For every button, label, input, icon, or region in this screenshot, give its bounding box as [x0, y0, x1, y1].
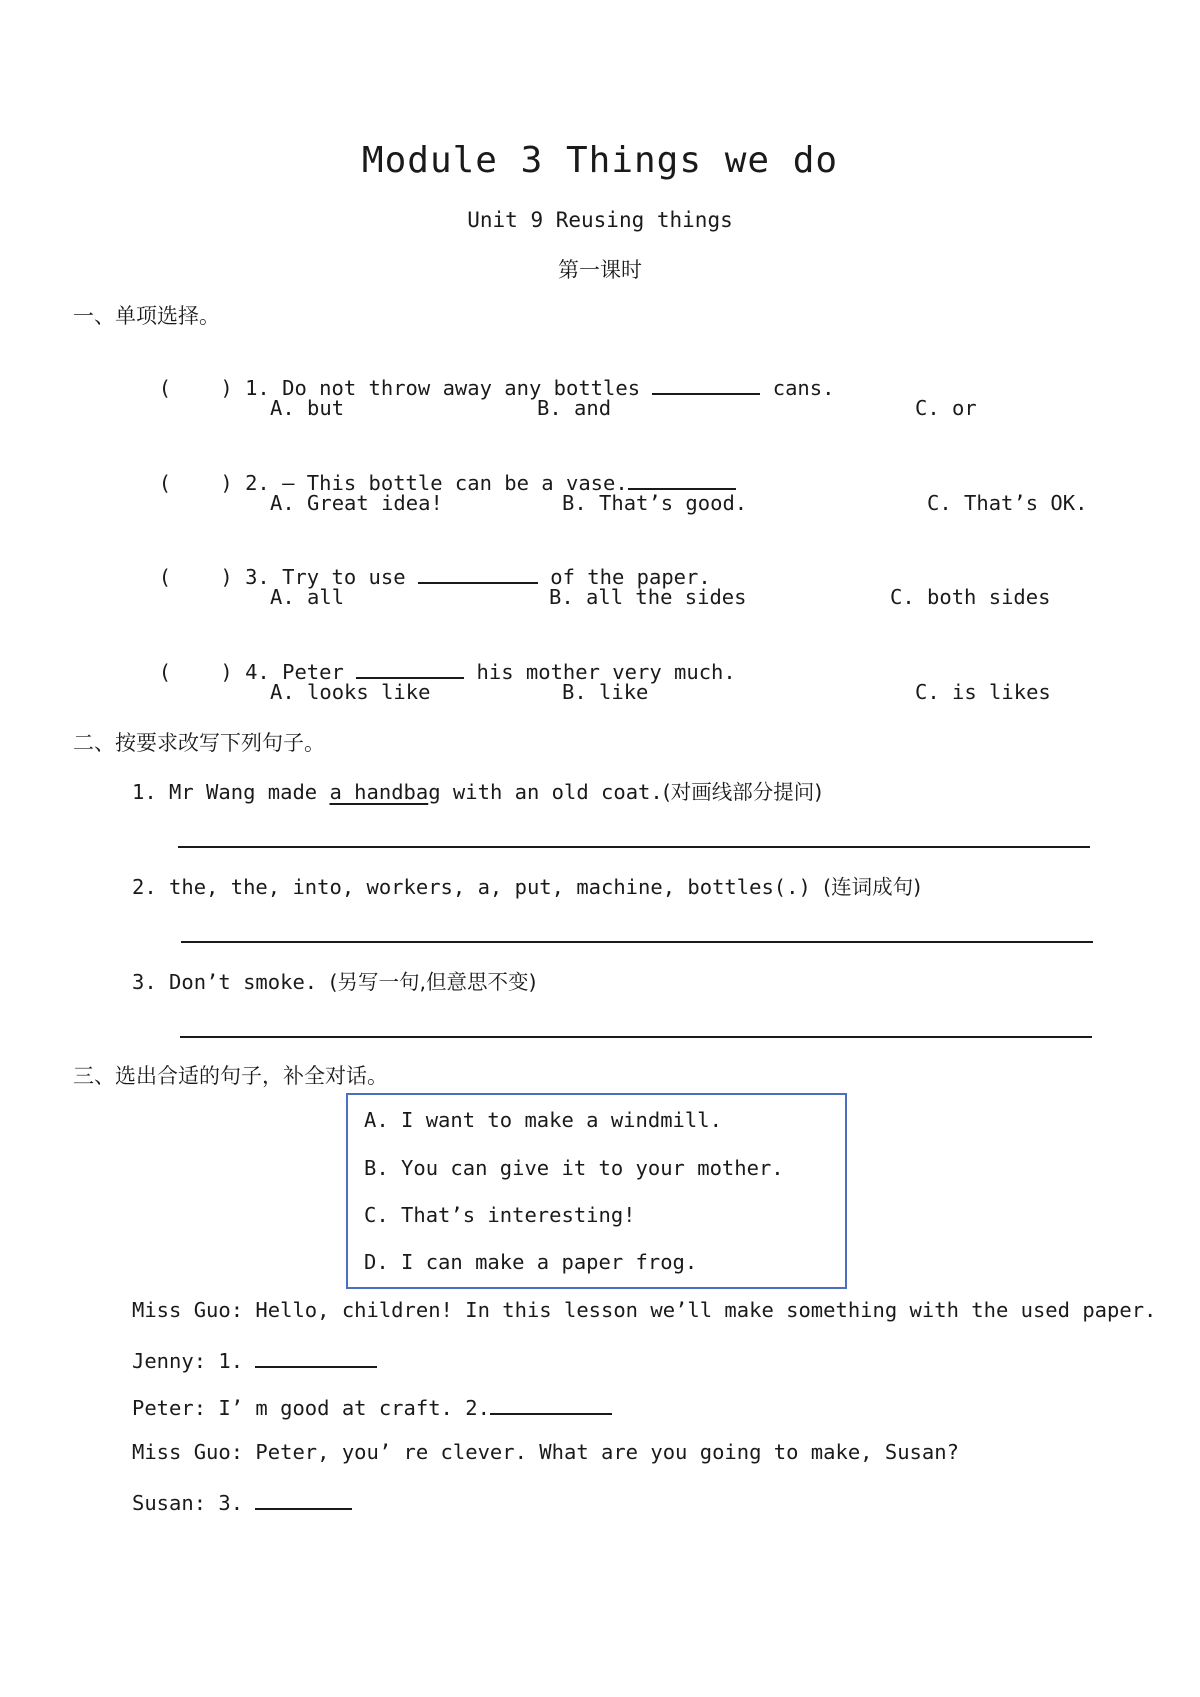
rewrite-item-2 [132, 870, 921, 900]
answer-line[interactable] [178, 846, 1090, 848]
dialogue-line-1: Miss Guo: Hello, children! In this lesson we’ll make something with the used paper. [132, 1298, 1157, 1322]
answer-blank[interactable] [628, 468, 736, 490]
option-a[interactable]: A. looks like [270, 680, 431, 704]
option-b[interactable]: B. like [562, 680, 649, 704]
answer-paren[interactable]: ( ) [158, 565, 233, 589]
option-b[interactable]: B. all the sides [549, 585, 747, 609]
box-option-c[interactable]: C. That’s interesting! [364, 1203, 636, 1227]
item-text-rest: g with an old coat. [428, 780, 663, 804]
question-1 [134, 349, 834, 400]
answer-paren[interactable]: ( ) [158, 471, 233, 495]
item-instruction: (另写一句,但意思不变) [329, 970, 537, 994]
answer-paren[interactable]: ( ) [158, 376, 233, 400]
underlined-part: a handba [329, 780, 429, 804]
option-c[interactable]: C. both sides [890, 585, 1051, 609]
option-c[interactable]: C. That’s OK. [927, 491, 1088, 515]
answer-blank[interactable] [418, 562, 538, 584]
option-b[interactable]: B. and [537, 396, 612, 420]
question-text-after: cans. [772, 376, 835, 400]
answer-line[interactable] [180, 1036, 1092, 1038]
box-option-b[interactable]: B. You can give it to your mother. [364, 1156, 784, 1180]
dialogue-line-4: Miss Guo: Peter, you’ re clever. What are you going to make, Susan? [132, 1440, 959, 1464]
box-option-d[interactable]: D. I can make a paper frog. [364, 1250, 698, 1274]
rewrite-item-3 [132, 965, 537, 995]
dialogue-line-5 [132, 1488, 352, 1515]
box-option-a[interactable]: A. I want to make a windmill. [364, 1108, 722, 1132]
dialogue-text: Jenny: 1. [132, 1349, 244, 1373]
item-text: 2. the, the, into, workers, a, put, machine, bottles(.) [132, 875, 824, 899]
page-title: Module 3 Things we do [361, 140, 839, 181]
unit-subtitle: Unit 9 Reusing things [467, 208, 733, 232]
question-text: 1. Do not throw away any bottles [245, 376, 641, 400]
option-a[interactable]: A. all [270, 585, 345, 609]
answer-paren[interactable]: ( ) [158, 660, 233, 684]
answer-blank[interactable] [255, 1488, 352, 1510]
question-4 [134, 633, 736, 684]
question-text-after: his mother very much. [476, 660, 736, 684]
section-2-heading: 二、按要求改写下列句子。 [73, 731, 325, 755]
answer-blank[interactable] [255, 1346, 377, 1368]
option-c[interactable]: C. or [915, 396, 977, 420]
answer-blank[interactable] [652, 373, 760, 395]
answer-line[interactable] [181, 941, 1093, 943]
dialogue-line-2 [132, 1346, 377, 1373]
dialogue-text: Susan: 3. [132, 1491, 244, 1515]
rewrite-item-1 [132, 775, 822, 805]
section-3-heading: 三、选出合适的句子，补全对话。 [73, 1064, 388, 1088]
question-text: 3. Try to use [245, 565, 406, 589]
question-text-after: of the paper. [550, 565, 711, 589]
item-instruction: (连词成句) [823, 875, 922, 899]
lesson-label: 第一课时 [558, 258, 642, 282]
answer-blank[interactable] [356, 657, 464, 679]
option-a[interactable]: A. Great idea! [270, 491, 443, 515]
answer-blank[interactable] [490, 1393, 612, 1415]
dialogue-text: Peter: I’ m good at craft. 2. [132, 1396, 490, 1420]
question-3 [134, 538, 711, 589]
option-b[interactable]: B. That’s good. [562, 491, 748, 515]
option-a[interactable]: A. but [270, 396, 345, 420]
option-c[interactable]: C. is likes [915, 680, 1051, 704]
item-text: 3. Don’t smoke. [132, 970, 330, 994]
item-text: 1. Mr Wang made [132, 780, 330, 804]
question-text: 2. — This bottle can be a vase. [245, 471, 628, 495]
dialogue-line-3 [132, 1393, 612, 1420]
section-1-heading: 一、单项选择。 [73, 304, 220, 328]
question-text: 4. Peter [245, 660, 344, 684]
question-2 [134, 444, 736, 495]
item-instruction: (对画线部分提问) [662, 780, 823, 804]
